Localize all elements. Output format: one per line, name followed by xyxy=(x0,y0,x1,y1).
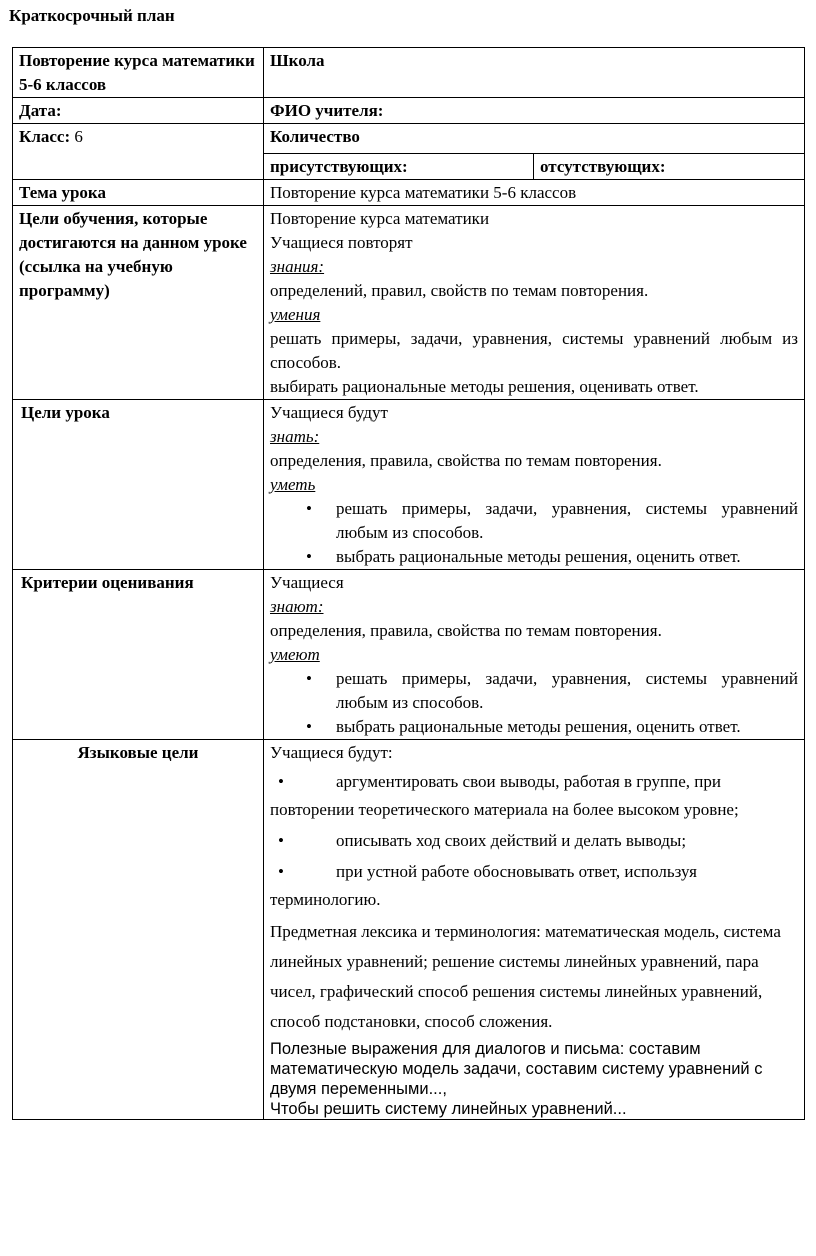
absent-cell: отсутствующих: xyxy=(534,154,805,180)
row-criteria xyxy=(13,570,805,740)
knowledge-label: знания: xyxy=(270,257,325,276)
date-cell: Дата: xyxy=(13,98,264,124)
criteria-label: Критерии оценивания xyxy=(13,570,264,740)
class-cell xyxy=(13,124,264,180)
row-topic-school xyxy=(13,48,805,98)
learning-goals-content xyxy=(264,206,805,400)
list-item: • аргументировать свои выводы, работая в группе, при повторении теоретического материала на более высоком уровне; xyxy=(270,768,798,824)
lesson-goals-intro: Учащиеся будут xyxy=(270,403,388,422)
row-lesson-goals xyxy=(13,400,805,570)
list-item: • выбрать рациональные методы решения, оценить ответ. xyxy=(270,545,798,569)
row-class-count xyxy=(13,124,805,154)
lesson-topic-value: Повторение курса математики 5-6 классов xyxy=(264,180,805,206)
lesson-goals-know-label: знать: xyxy=(270,427,320,446)
skills-label: умения xyxy=(270,305,321,324)
list-item: • при устной работе обосновывать ответ, используя терминологию. xyxy=(270,858,798,914)
language-goals-intro: Учащиеся будут: xyxy=(270,743,393,762)
school-cell: Школа xyxy=(264,48,805,98)
row-language-goals xyxy=(13,740,805,1120)
bullet-icon: • xyxy=(306,717,312,736)
list-item: • решать примеры, задачи, уравнения, системы уравнений любым из способов. xyxy=(306,499,798,542)
lesson-topic-label: Тема урока xyxy=(13,180,264,206)
language-goals-content xyxy=(264,740,805,1120)
list-item: • описывать ход своих действий и делать выводы; xyxy=(270,827,798,855)
course-topic-cell: Повторение курса математики 5-6 классов xyxy=(13,48,264,98)
skill-1: решать примеры, задачи, уравнения, системы уравнений любым из способов. xyxy=(270,329,798,372)
bullet-icon: • xyxy=(306,499,312,518)
lesson-goals-label: Цели урока xyxy=(13,400,264,570)
lesson-plan-table xyxy=(12,47,805,1120)
teacher-cell: ФИО учителя: xyxy=(264,98,805,124)
bullet-icon: • xyxy=(306,547,312,566)
knowledge-text: определений, правил, свойств по темам повторения. xyxy=(270,281,649,300)
skill-2: выбирать рациональные методы решения, оценивать ответ. xyxy=(270,377,699,396)
lesson-goals-bullets xyxy=(270,497,798,569)
language-goals-label: Языковые цели xyxy=(13,740,264,1120)
criteria-know-label: знают: xyxy=(270,597,324,616)
list-item: • выбрать рациональные методы решения, оценить ответ. xyxy=(270,715,798,739)
bullet-icon: • xyxy=(278,862,284,881)
class-value: 6 xyxy=(74,127,83,146)
bullet-icon: • xyxy=(278,772,284,791)
lesson-goals-can-label: уметь xyxy=(270,475,316,494)
phrases-text: Полезные выражения для диалогов и письма: составим математическую модель задачи, составим систему уравнений с двумя переменными..., xyxy=(270,1040,763,1098)
bullet-icon: • xyxy=(278,831,284,850)
learning-goals-line1: Повторение курса математики xyxy=(270,209,490,228)
criteria-content xyxy=(264,570,805,740)
present-cell: присутствующих: xyxy=(264,154,534,180)
criteria-can-label: умеют xyxy=(270,645,320,664)
criteria-bullets xyxy=(270,667,798,739)
learning-goals-line2: Учащиеся повторят xyxy=(270,233,413,252)
count-cell: Количество xyxy=(264,124,805,154)
criteria-know-text: определения, правила, свойства по темам повторения. xyxy=(270,621,662,640)
bullet-icon: • xyxy=(306,669,312,688)
phrases-last-line: Чтобы решить систему линейных уравнений... xyxy=(270,1100,627,1118)
class-label: Класс: xyxy=(19,127,71,146)
lesson-goals-content xyxy=(264,400,805,570)
row-lesson-topic xyxy=(13,180,805,206)
row-learning-goals xyxy=(13,206,805,400)
vocabulary-text: Предметная лексика и терминология: математическая модель, система линейных уравнений; решение системы линейных уравнений, пара чисел, графический способ решения системы линейных уравнений, способ подстановки, способ сложения. xyxy=(270,922,781,1031)
criteria-intro: Учащиеся xyxy=(270,573,344,592)
learning-goals-label: Цели обучения, которые достигаются на данном уроке (ссылка на учебную программу) xyxy=(13,206,264,400)
row-date-teacher xyxy=(13,98,805,124)
document-title: Краткосрочный план xyxy=(9,6,175,25)
lesson-goals-know-text: определения, правила, свойства по темам повторения. xyxy=(270,451,662,470)
list-item: • решать примеры, задачи, уравнения, системы уравнений любым из способов. xyxy=(306,669,798,712)
